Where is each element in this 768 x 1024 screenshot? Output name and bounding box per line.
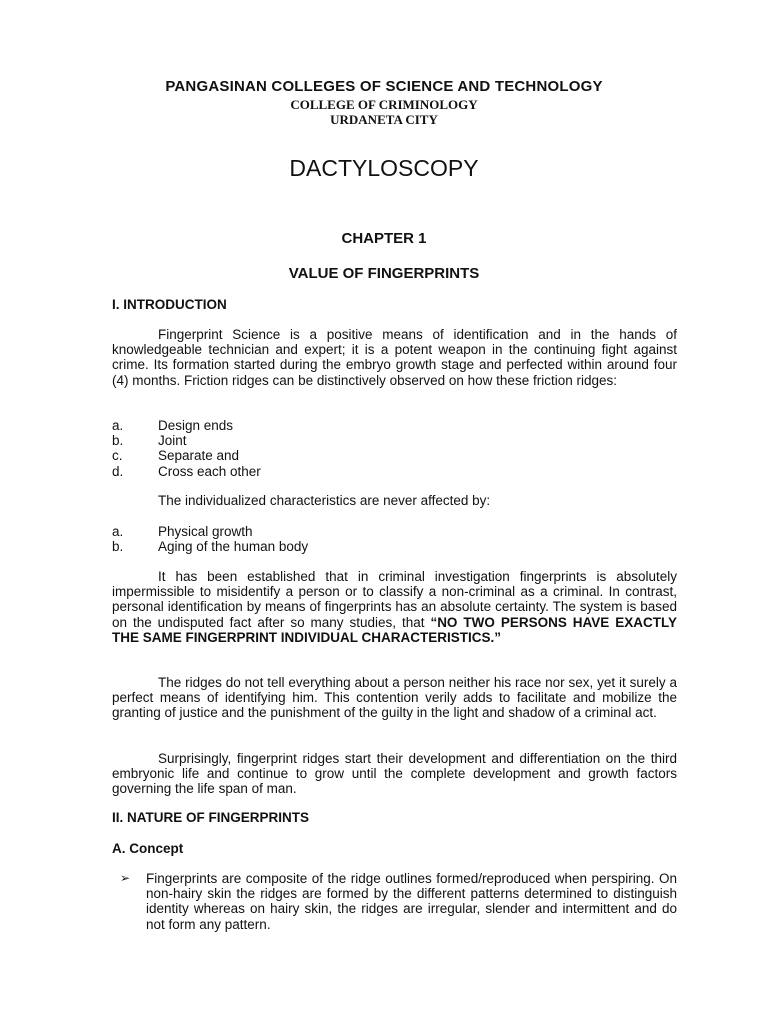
section-heading-nature: II. NATURE OF FINGERPRINTS [112,810,310,825]
list-text: Cross each other [158,463,261,479]
city-name: URDANETA CITY [330,112,438,127]
college-name: COLLEGE OF CRIMINOLOGY [290,97,478,112]
arrow-bullet-icon: ➢ [120,871,131,885]
list-item [112,524,677,539]
emphasis-text: “NO TWO PERSONS HAVE EXACTLY THE SAME FINGERPRINT INDIVIDUAL CHARACTERISTICS.” [112,614,677,645]
friction-ridges-list [112,418,677,479]
list-item [112,464,677,479]
list-text: Separate and [158,448,240,464]
paragraph-text: It has been established that in criminal investigation fingerprints is absolutely impermissible to misidentify a person or to classify a non-criminal as a criminal. In contrast, personal identification by means of fingerprints has an absolute certainty. The system is based on the undisputed fact after so many studies, that [112,569,677,630]
intro-paragraph-1: Fingerprint Science is a positive means of identification and in the hands of knowledgeable technician and expert; it is a potent weapon in the continuing fight against crime. Its formation started during the embryo growth stage and perfected within around four (4) months. Friction ridges can be distinctively observed on how these friction ridges: [112,327,677,388]
intro-paragraph-2: The individualized characteristics are never affected by: [158,493,491,508]
document-title: DACTYLOSCOPY [289,155,479,181]
characteristics-list [112,524,677,554]
list-letter: d. [112,463,124,479]
bullet-text: Fingerprints are composite of the ridge outlines formed/reproduced when perspiring. On non-hairy skin the ridges are formed by the different patterns determined to distinguish identity whereas on hairy skin, the ridges are irregular, slender and intermittent and do not form any pattern. [146,871,677,932]
list-item [112,433,677,448]
list-text: Joint [158,433,187,449]
list-text: Aging of the human body [158,539,309,555]
list-letter: c. [112,448,123,464]
list-item [112,448,677,463]
chapter-label: CHAPTER 1 [341,230,427,247]
list-letter: a. [112,524,124,539]
list-letter: a. [112,418,124,433]
list-letter: b. [112,433,124,449]
list-text: Design ends [158,418,234,433]
intro-paragraph-3 [112,569,677,645]
intro-paragraph-5: Surprisingly, fingerprint ridges start their development and differentiation on the third embryonic life and continue to grow until the complete development and growth factors governing the life span of man. [112,751,677,797]
subsection-heading-concept: A. Concept [112,841,184,856]
intro-paragraph-4: The ridges do not tell everything about a person neither his race nor sex, yet it surely a perfect means of identifying him. This contention verily adds to facilitate and mobilize the granting of justice and the punishment of the guilty in the light and shadow of a criminal act. [112,675,677,721]
list-text: Physical growth [158,524,253,539]
bullet-item [120,871,677,932]
list-item [112,418,677,433]
chapter-title: VALUE OF FINGERPRINTS [288,265,480,282]
section-heading-introduction: I. INTRODUCTION [112,297,227,312]
school-name: PANGASINAN COLLEGES OF SCIENCE AND TECHNOLOGY [165,78,603,95]
list-item [112,539,677,554]
list-letter: b. [112,539,124,555]
